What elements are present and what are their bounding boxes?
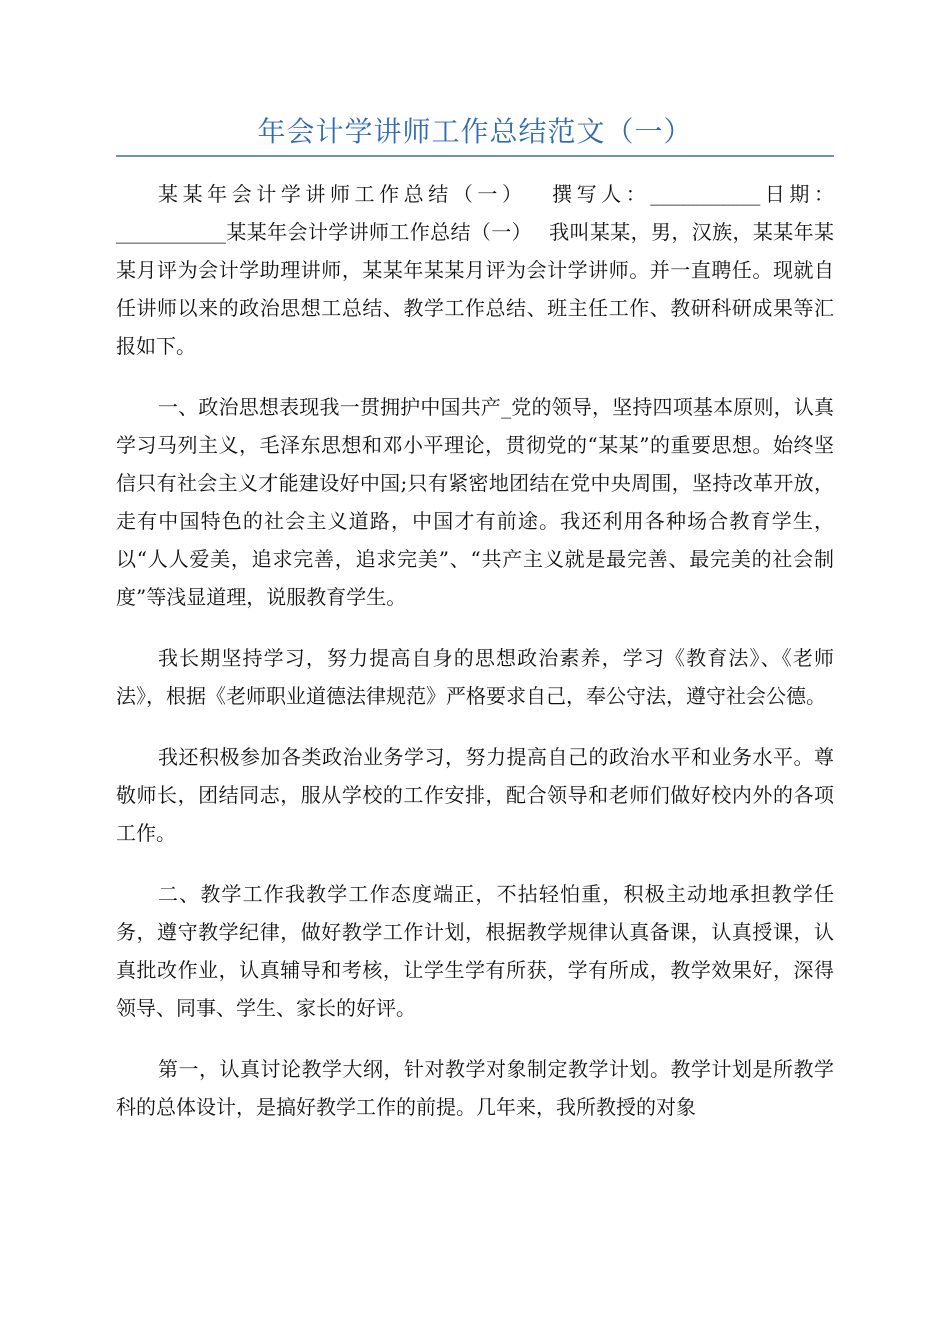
paragraph-study: 我长期坚持学习，努力提高自身的思想政治素养，学习《教育法》、《老师法》，根据《老师职业道德法律规范》严格要求自己，奉公守法，遵守社会公德。 [116,646,834,708]
paragraph-teaching: 二、教学工作我教学工作态度端正，不拈轻怕重，积极主动地承担教学任务，遵守教学纪律，做好教学工作计划，根据教学规律认真备课，认真授课，认真批改作业，认真辅导和考核，让学生学有所获，学有所成，教学效果好，深得领导、同事、学生、家长的好评。 [116,882,834,1020]
document-title: 年会计学讲师工作总结范文（一） [257,115,693,148]
paragraph-syllabus: 第一，认真讨论教学大纲，针对教学对象制定教学计划。教学计划是所教学科的总体设计，是搞好教学工作的前提。几年来，我所教授的对象 [116,1057,834,1119]
paragraph-political: 一、政治思想表现我一贯拥护中国共产_党的领导，坚持四项基本原则，认真学习马列主义，毛泽东思想和邓小平理论，贯彻党的“某某”的重要思想。始终坚信只有社会主义才能建设好中国;只有紧密地团结在党中央周围，坚持改革开放，走有中国特色的社会主义道路，中国才有前途。我还利用各种场合教育学生，以“人人爱美，追求完善，追求完美”、“共产主义就是最完善、最完美的社会制度”等浅显道理，说服教育学生。 [116,395,834,609]
paragraph-business-study: 我还积极参加各类政治业务学习，努力提高自己的政治水平和业务水平。尊敬师长，团结同志，服从学校的工作安排，配合领导和老师们做好校内外的各项工作。 [116,745,834,845]
title-underline [116,155,834,157]
document-body [116,175,834,1149]
paragraph-intro: 某某年会计学讲师工作总结（一） 撰写人：___________日期：___________某某年会计学讲师工作总结（一） 我叫某某，男，汉族，某某年某某月评为会计学助理讲师，某某年某某月评为会计学讲师。并一直聘任。现就自任讲师以来的政治思想工总结、教学工作总结、班主任工作、教研科研成果等汇报如下。 [116,182,834,358]
